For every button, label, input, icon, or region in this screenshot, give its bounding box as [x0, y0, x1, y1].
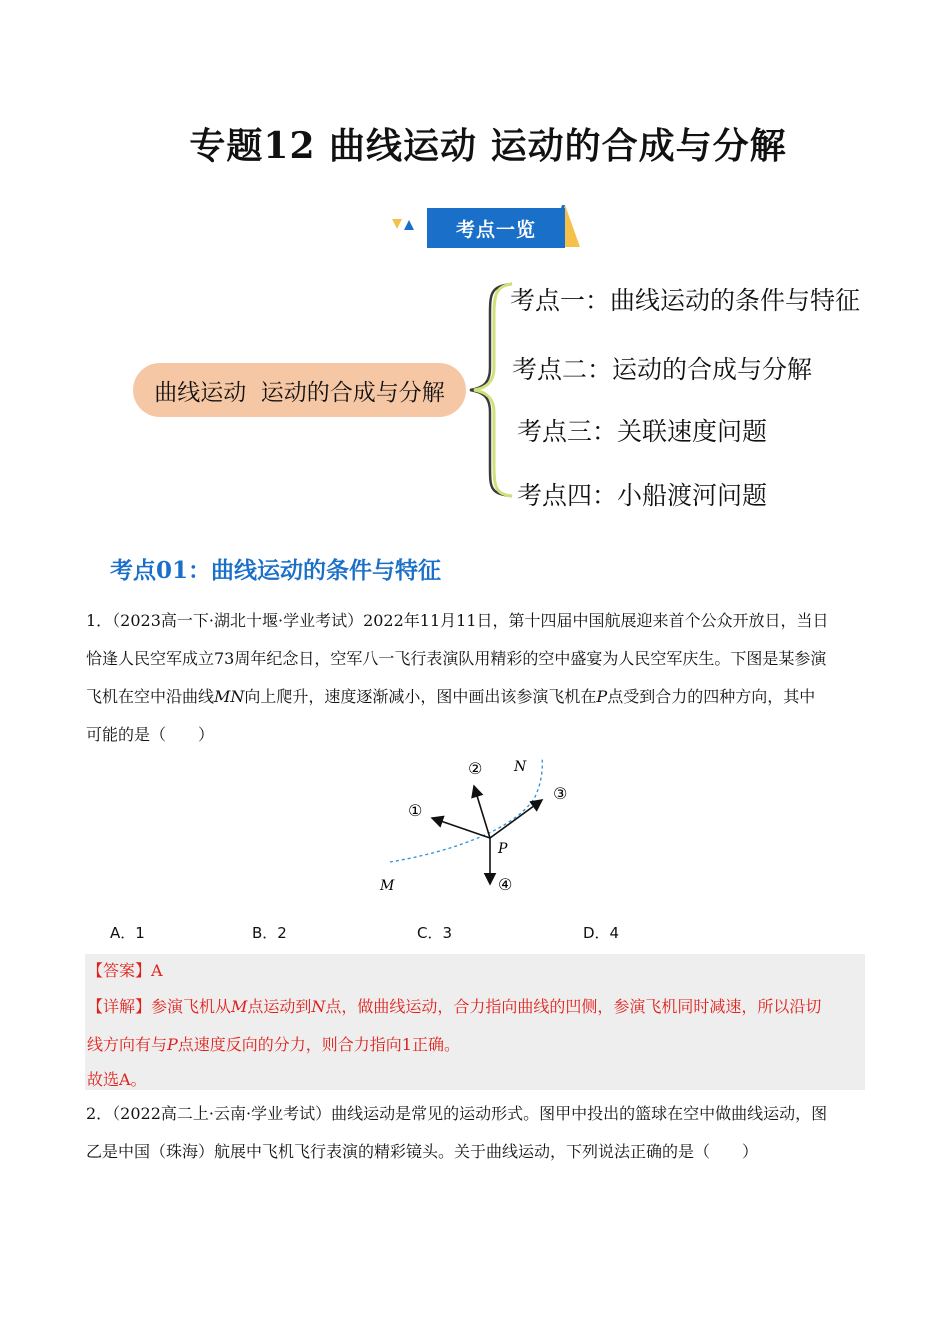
question-1	[86, 602, 866, 754]
question-1-line-2: 恰逢人民空军成立73周年纪念日，空军八一飞行表演队用精彩的空中盛宴为人民空军庆生。下图是某参演	[86, 649, 827, 668]
mindmap-branch-2: 考点二：运动的合成与分解	[512, 355, 813, 384]
label-p: P	[498, 841, 508, 857]
label-n: N	[514, 759, 527, 775]
force-direction-figure	[370, 752, 590, 902]
section-heading: 考点01：曲线运动的条件与特征	[110, 557, 442, 584]
option-c: C．3	[417, 924, 453, 942]
label-m: M	[380, 878, 395, 894]
answer-box	[85, 954, 865, 1090]
question-2-line-2: 乙是中国（珠海）航展中飞机飞行表演的精彩镜头。关于曲线运动，下列说法正确的是（ ）	[86, 1142, 759, 1161]
mindmap-branch-1: 考点一：曲线运动的条件与特征	[510, 286, 861, 315]
option-a: A．1	[110, 924, 145, 942]
label-2: ②	[468, 759, 483, 778]
force-arrow-3	[490, 800, 542, 838]
question-2-line-1: 2．（2022高二上·云南·学业考试）曲线运动是常见的运动形式。图甲中投出的篮球在空中做曲线运动，图	[86, 1104, 828, 1123]
option-b: B．2	[252, 924, 287, 942]
force-arrow-1	[432, 818, 490, 838]
label-1: ①	[408, 801, 423, 820]
detail-line-1: 【详解】参演飞机从M点运动到N点，做曲线运动，合力指向曲线的凹侧，参演飞机同时减速，所以沿切	[87, 997, 822, 1016]
mindmap-branch-3: 考点三：关联速度问题	[517, 417, 768, 446]
section-banner	[392, 205, 587, 250]
detail-line-2: 线方向有与P点速度反向的分力，则合力指向1正确。	[87, 1035, 460, 1054]
question-1-line-4: 可能的是（ ）	[86, 725, 215, 744]
answer-line: 【答案】A	[87, 961, 163, 980]
mindmap-branch-4: 考点四：小船渡河问题	[517, 481, 768, 510]
question-1-line-1: 1．（2023高一下·湖北十堰·学业考试）2022年11月11日，第十四届中国航展迎来首个公众开放日，当日	[86, 611, 829, 630]
mindmap-center-node: 曲线运动 运动的合成与分解	[133, 363, 466, 417]
banner-label: 考点一览	[427, 208, 565, 248]
option-d: D．4	[583, 924, 620, 942]
label-3: ③	[553, 784, 568, 803]
force-arrow-2	[474, 786, 490, 838]
label-4: ④	[498, 875, 513, 894]
conclusion-line: 故选A。	[87, 1070, 147, 1089]
question-1-line-3: 飞机在空中沿曲线MN向上爬升，速度逐渐减小，图中画出该参演飞机在P点受到合力的四种方向，其中	[86, 687, 816, 706]
page-title: 专题12 曲线运动 运动的合成与分解	[189, 125, 787, 167]
question-2	[86, 1095, 866, 1171]
